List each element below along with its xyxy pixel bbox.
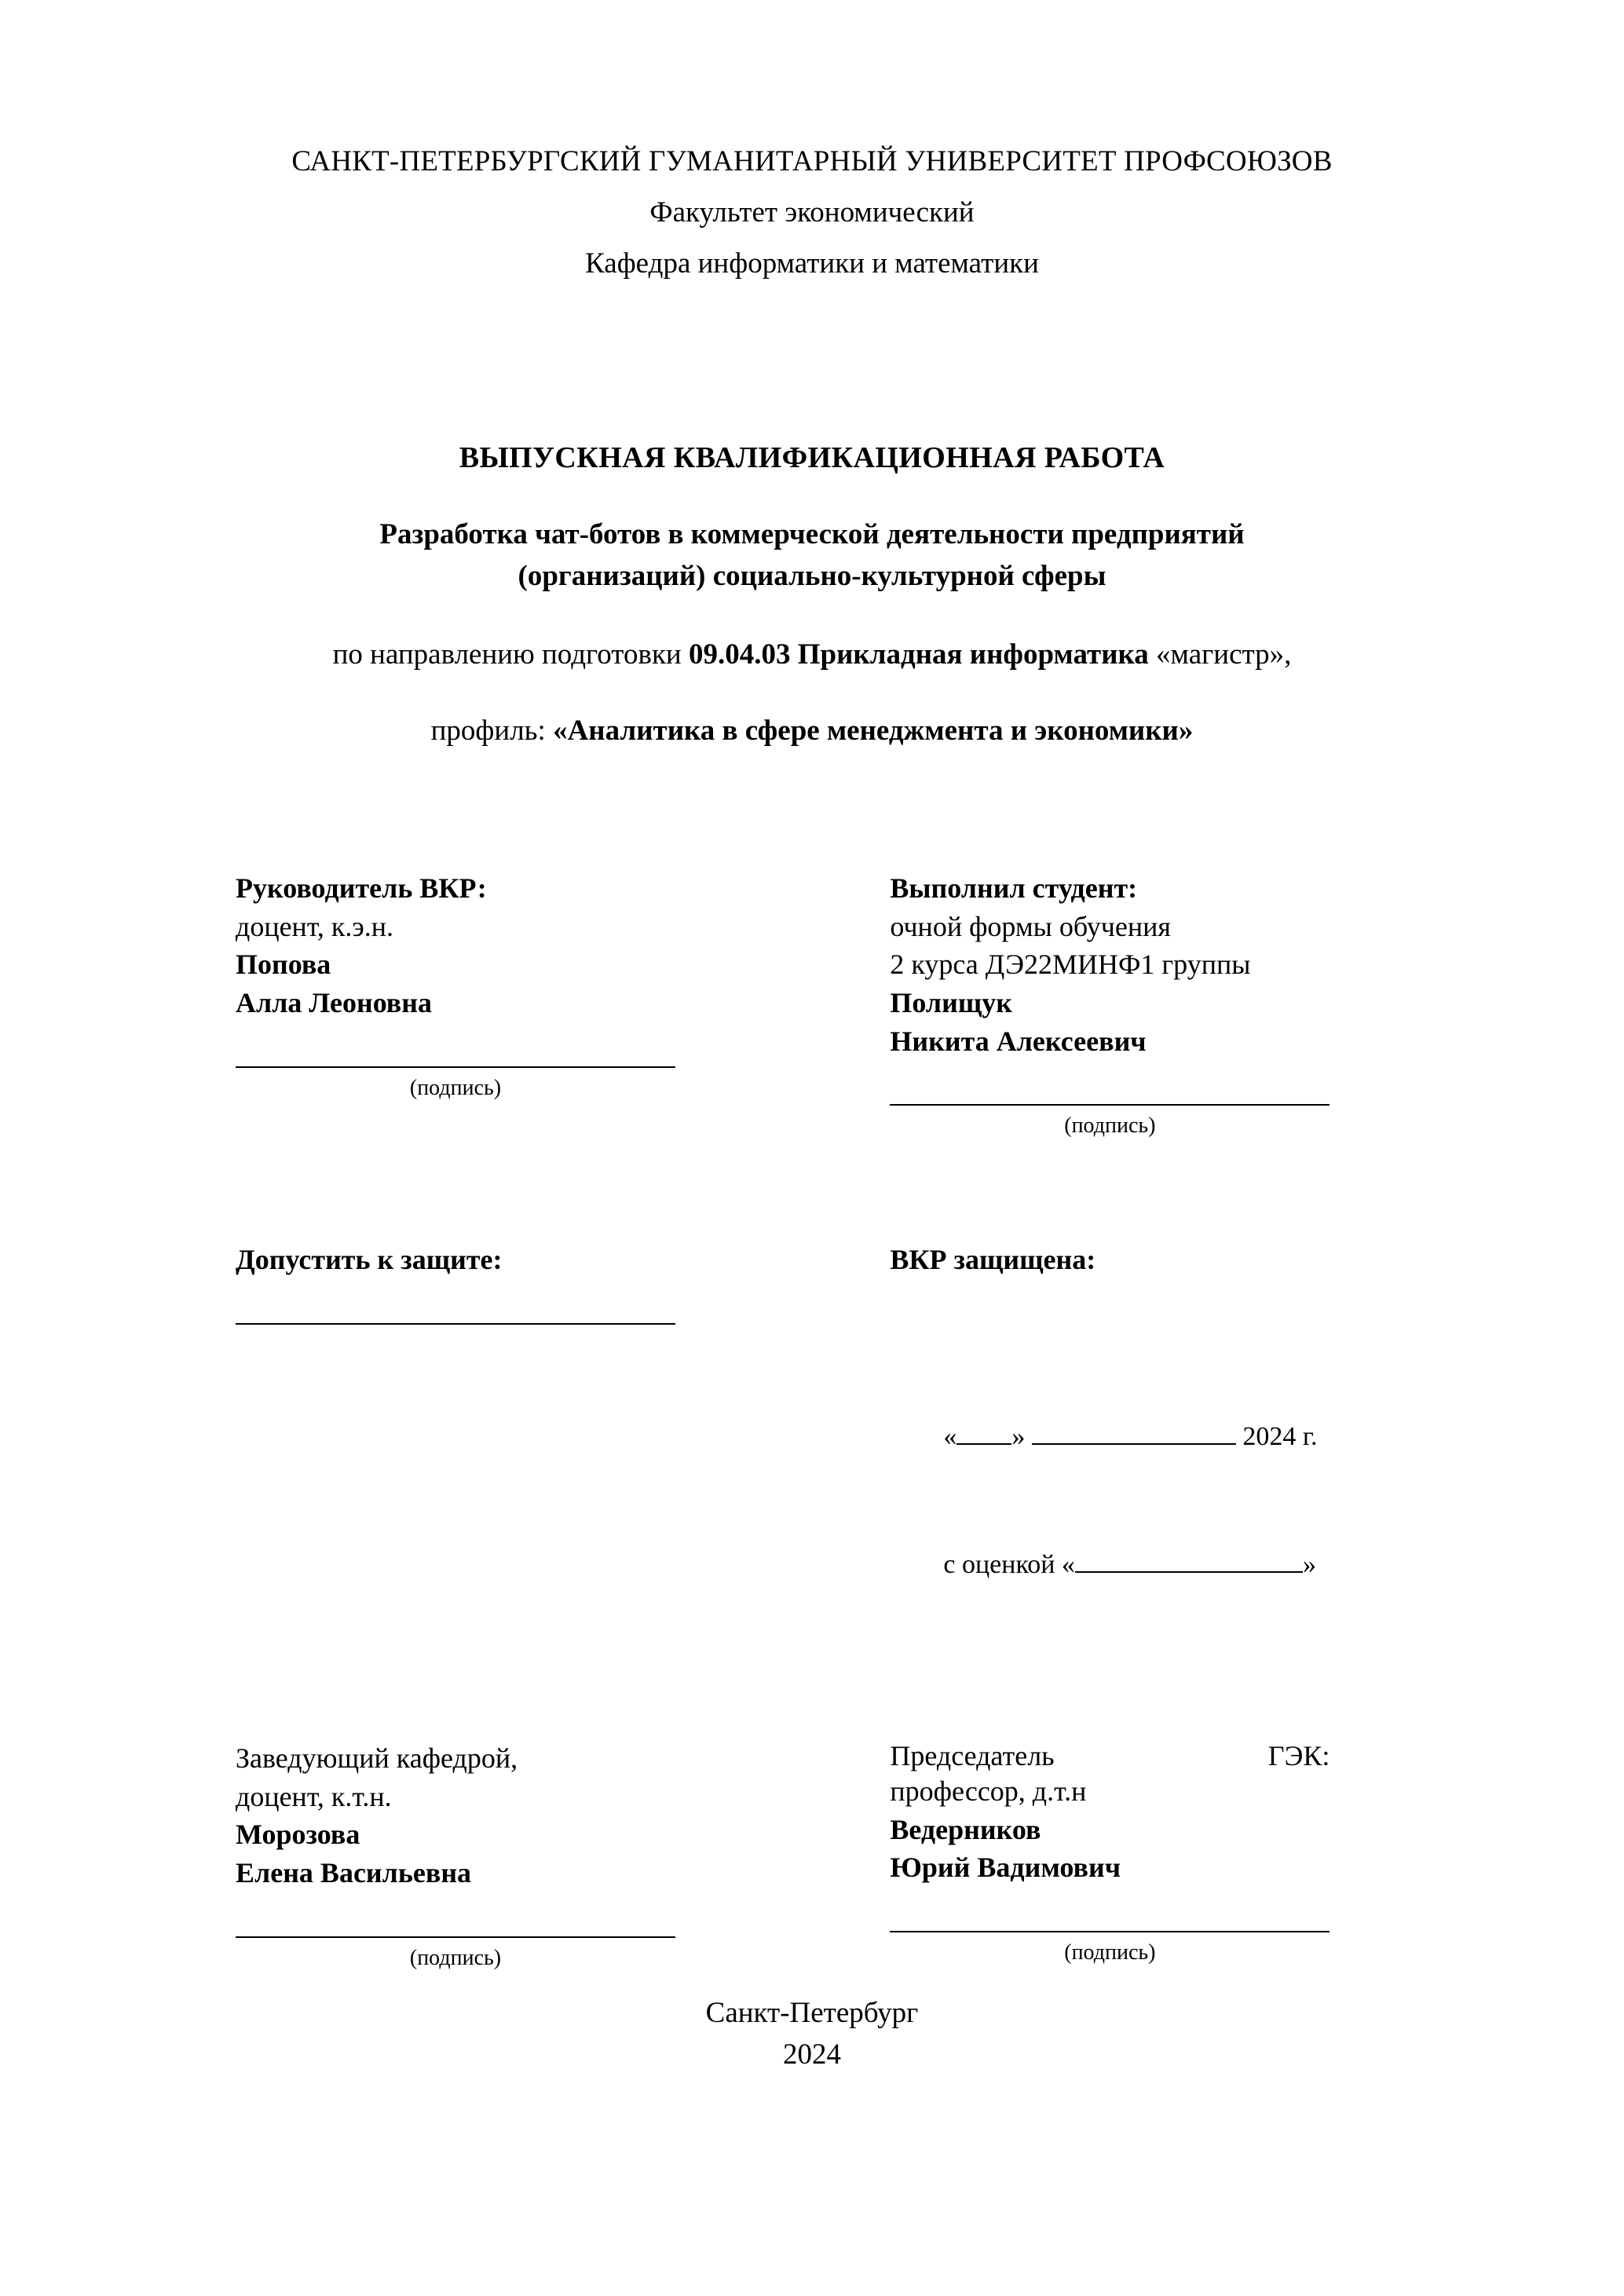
supervisor-degree: доцент, к.э.н. [236, 910, 394, 942]
grade-blank [1075, 1571, 1303, 1573]
date-month-blank [1032, 1443, 1236, 1445]
commission-chair-last-name: Ведерников [890, 1813, 1041, 1845]
profile-value: «Аналитика в сфере менеджмента и экономики» [553, 714, 1194, 747]
direction-suffix: «магистр», [1148, 638, 1292, 671]
date-year: 2024 г. [1242, 1422, 1318, 1452]
supervisor-first-patronymic: Алла Леоновна [236, 987, 432, 1019]
date-day-blank [956, 1443, 1011, 1445]
signatories-bottom [236, 1739, 1388, 1970]
head-of-department-degree: доцент, к.т.н. [236, 1780, 392, 1812]
supervisor-signature-caption: (подпись) [409, 1075, 502, 1100]
commission-chair-role: Председатель [890, 1740, 1055, 1772]
student-group: 2 курса ДЭ22МИНФ1 группы [890, 949, 1251, 981]
student-signature-line [890, 1104, 1330, 1106]
signatories-top [236, 869, 1388, 1139]
profile-prefix: профиль: [430, 714, 554, 747]
admit-label: Допустить к защите: [236, 1244, 503, 1276]
supervisor-block [236, 869, 789, 1139]
commission-chair-block [835, 1739, 1388, 1970]
defended-label: ВКР защищена: [890, 1244, 1096, 1276]
work-title [236, 514, 1388, 597]
profile-line [236, 711, 1388, 752]
document-type: ВЫПУСКНАЯ КВАЛИФИКАЦИОННАЯ РАБОТА [459, 441, 1165, 475]
work-title-line-1: Разработка чат-ботов в коммерческой деятельности предприятий [379, 518, 1245, 551]
defence-row [236, 1241, 1388, 1629]
commission-chair-first-patronymic: Юрий Вадимович [890, 1852, 1121, 1884]
footer-year: 2024 [783, 2038, 841, 2071]
institution-header [236, 141, 1388, 283]
student-role: Выполнил студент: [890, 872, 1138, 905]
page-footer [0, 1992, 1624, 2076]
direction-prefix: по направлению подготовки [332, 638, 689, 671]
commission-chair-role-suffix: ГЭК: [1267, 1740, 1330, 1772]
head-of-department-block [236, 1739, 789, 1970]
head-of-department-signature-line [236, 1936, 675, 1938]
head-of-department-first-patronymic: Елена Васильевна [236, 1856, 472, 1888]
faculty-name: Факультет экономический [649, 196, 975, 229]
footer-city: Санкт-Петербург [705, 1996, 919, 2029]
university-name: САНКТ-ПЕТЕРБУРГСКИЙ ГУМАНИТАРНЫЙ УНИВЕРСИТЕТ ПРОФСОЮЗОВ [291, 145, 1333, 177]
commission-chair-signature-line [890, 1931, 1330, 1932]
work-title-block [236, 441, 1388, 751]
commission-chair-role-row [890, 1739, 1330, 1772]
work-title-line-2: (организаций) социально-культурной сферы [518, 559, 1106, 592]
head-of-department-last-name: Морозова [236, 1819, 360, 1851]
student-last-name: Полищук [890, 987, 1012, 1019]
head-of-department-role: Заведующий кафедрой, [236, 1742, 518, 1775]
defended-block [835, 1241, 1388, 1629]
grade-prefix: с оценкой « [943, 1550, 1075, 1580]
defence-date-line [890, 1373, 1388, 1501]
date-quote-close: » [1011, 1422, 1032, 1452]
defence-grade-line [890, 1501, 1388, 1629]
student-first-patronymic: Никита Алексеевич [890, 1025, 1147, 1057]
department-name: Кафедра информатики и математики [585, 247, 1039, 280]
grade-suffix: » [1302, 1550, 1316, 1580]
supervisor-role: Руководитель ВКР: [236, 872, 487, 905]
student-form: очной формы обучения [890, 910, 1171, 942]
student-block [835, 869, 1388, 1139]
commission-chair-degree: профессор, д.т.н [890, 1775, 1087, 1808]
admit-block [236, 1241, 789, 1629]
direction-code: 09.04.03 Прикладная информатика [688, 638, 1149, 671]
student-signature-caption: (подпись) [1064, 1113, 1156, 1139]
supervisor-signature-line [236, 1066, 675, 1068]
supervisor-last-name: Попова [236, 949, 331, 981]
admit-signature-line [236, 1323, 675, 1325]
commission-chair-signature-caption: (подпись) [1064, 1940, 1156, 1965]
head-of-department-signature-caption: (подпись) [409, 1945, 502, 1970]
direction-line [236, 634, 1388, 676]
date-quote-open: « [943, 1422, 957, 1452]
